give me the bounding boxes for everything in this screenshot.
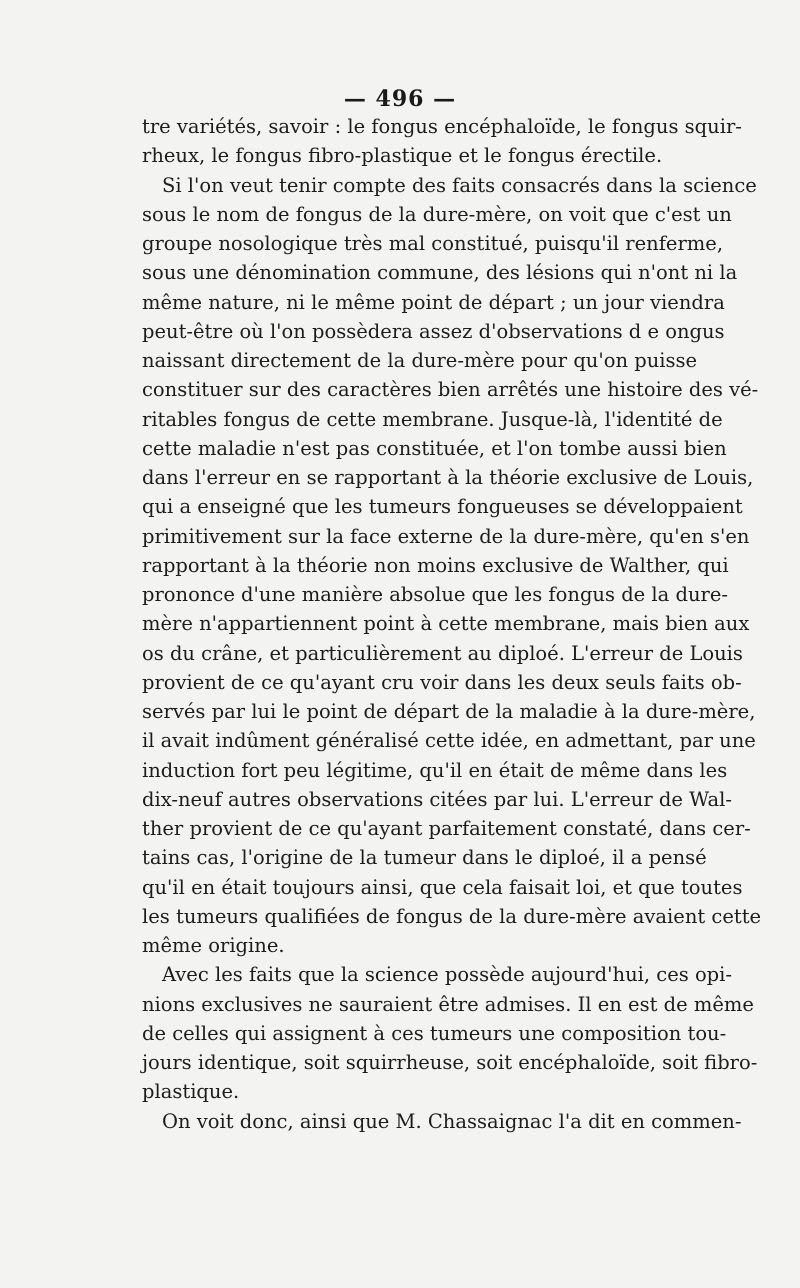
text-line: induction fort peu légitime, qu'il en était de même dans les	[142, 758, 728, 782]
text-line: jours identique, soit squirrheuse, soit encéphaloïde, soit fibro-	[142, 1051, 758, 1074]
text-line: même origine.	[142, 934, 285, 957]
text-line: dix-neuf autres observations citées par lui. L'erreur de Wal-	[142, 787, 732, 811]
text-line: primitivement sur la face externe de la dure-mère, qu'en s'en	[142, 524, 750, 548]
text-line: qui a enseigné que les tumeurs fongueuses se développaient	[142, 495, 743, 519]
text-line: constituer sur des caractères bien arrêtés une histoire des vé-	[142, 378, 759, 402]
text-line: même nature, ni le même point de départ ; un jour viendra	[142, 290, 725, 314]
text-line: sous une dénomination commune, des lésions qui n'ont ni la	[142, 261, 738, 285]
body-text	[142, 112, 762, 1136]
text-line: os du crâne, et particulièrement au diploé. L'erreur de Louis	[142, 641, 743, 665]
text-line: Si l'on veut tenir compte des faits consacrés dans la science	[162, 173, 757, 197]
text-line: ther provient de ce qu'ayant parfaitement constaté, dans cer-	[142, 817, 751, 840]
text-line: groupe nosologique très mal constitué, puisqu'il renferme,	[142, 232, 724, 255]
text-line: plastique.	[142, 1080, 240, 1104]
text-line: sous le nom de fongus de la dure-mère, on voit que c'est un	[142, 202, 732, 226]
text-line: dans l'erreur en se rapportant à la théorie exclusive de Louis,	[142, 466, 754, 489]
text-line: provient de ce qu'ayant cru voir dans les deux seuls faits ob-	[142, 670, 742, 694]
page-number: — 496 —	[343, 86, 457, 112]
text-line: On voit donc, ainsi que M. Chassaignac l'a dit en commen-	[162, 1109, 742, 1133]
text-line: ritables fongus de cette membrane. Jusque-là, l'identité de	[142, 407, 723, 431]
text-line: nions exclusives ne sauraient être admises. Il en est de même	[142, 992, 754, 1016]
text-line: il avait indûment généralisé cette idée, en admettant, par une	[142, 729, 756, 753]
text-line: rheux, le fongus fibro-plastique et le fongus érectile.	[142, 144, 663, 168]
text-line: tains cas, l'origine de la tumeur dans le diploé, il a pensé	[142, 846, 707, 870]
text-line: de celles qui assignent à ces tumeurs une composition tou-	[142, 1021, 727, 1045]
text-line: prononce d'une manière absolue que les fongus de la dure-	[142, 583, 728, 606]
text-line: servés par lui le point de départ de la maladie à la dure-mère,	[142, 700, 756, 723]
text-line: mère n'appartiennent point à cette membrane, mais bien aux	[142, 612, 750, 636]
text-line: les tumeurs qualifiées de fongus de la dure-mère avaient cette	[142, 904, 762, 928]
text-line: cette maladie n'est pas constituée, et l'on tombe aussi bien	[142, 436, 727, 460]
text-line: peut-être où l'on possèdera assez d'observations d e ongus	[142, 319, 725, 343]
text-line: tre variétés, savoir : le fongus encéphaloïde, le fongus squir-	[142, 115, 742, 138]
text-line: Avec les faits que la science possède aujourd'hui, ces opi-	[162, 963, 732, 987]
text-line: qu'il en était toujours ainsi, que cela faisait loi, et que toutes	[142, 875, 743, 899]
text-line: rapportant à la théorie non moins exclusive de Walther, qui	[142, 553, 729, 577]
text-line: naissant directement de la dure-mère pour qu'on puisse	[142, 349, 698, 372]
